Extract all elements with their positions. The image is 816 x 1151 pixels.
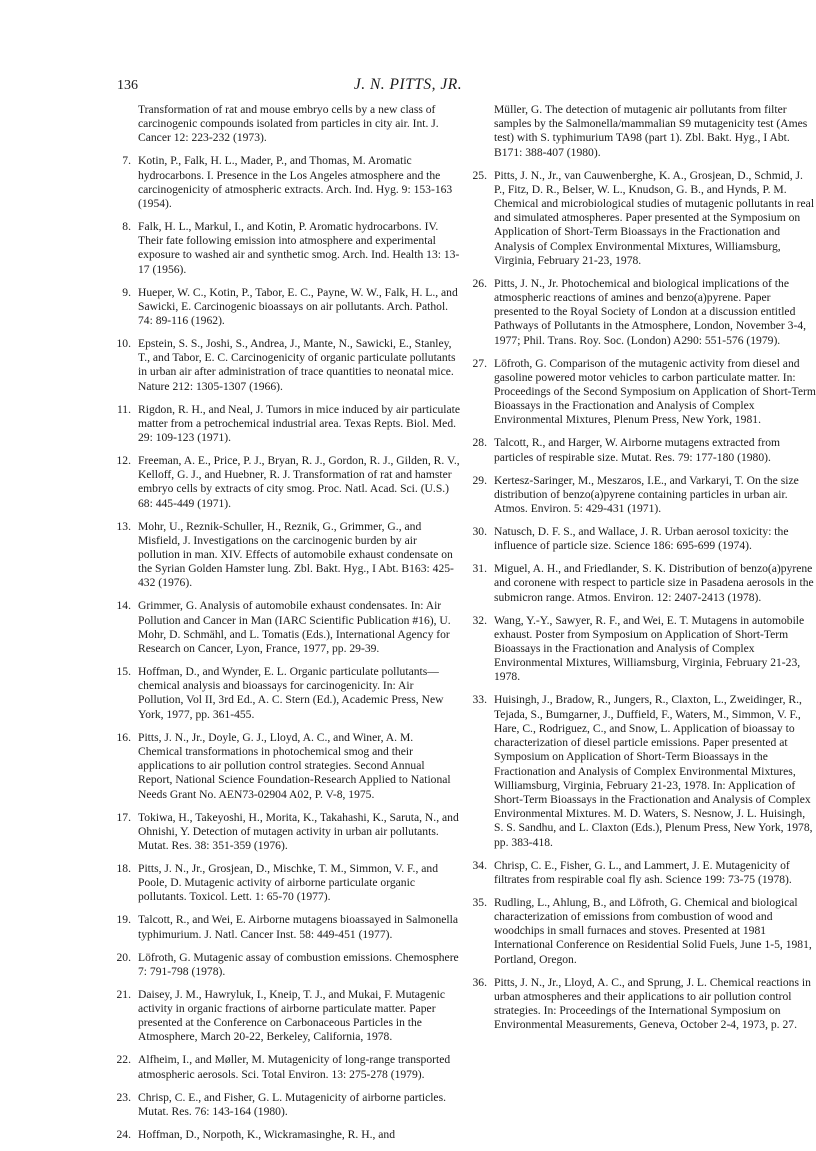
reference-text: Talcott, R., and Harger, W. Airborne mutagens extracted from particles of respirable size. Mutat. Res. 79: 177-180 (1980). <box>494 436 781 464</box>
reference-number: 31. <box>472 562 487 576</box>
reference-entry <box>471 896 816 967</box>
reference-entry <box>115 154 460 211</box>
page-number: 136 <box>117 78 138 93</box>
reference-text: Pitts, J. N., Jr., Doyle, G. J., Lloyd, A. C., and Winer, A. M. Chemical transformations in photochemical smog and their applications to air pollution control strategies. Second Annual Report, National Science Foundation-Research Applied to National Needs Grant No. AEN73-02904 A02, P. V-8, 1975. <box>138 730 451 801</box>
reference-number: 8. <box>122 220 131 234</box>
reference-text: Rudling, L., Ahlung, B., and Löfroth, G. Chemical and biological characterization of emissions from combustion of wood and woodchips in small furnaces and stoves. Presented at 1981 International Conference on Residential Solid Fuels, June 1-5, 1981, Portland, Oregon. <box>494 895 812 966</box>
reference-text: Pitts, J. N., Jr., Grosjean, D., Mischke, T. M., Simmon, V. F., and Poole, D. Mutagenic activity of airborne particulate organic pollutants. Toxicol. Lett. 1: 65-70 (1977). <box>138 861 438 904</box>
reference-text: Chrisp, C. E., and Fisher, G. L. Mutagenicity of airborne particles. Mutat. Res. 76: 143-164 (1980). <box>138 1090 446 1118</box>
reference-entry <box>115 454 460 511</box>
page-header <box>0 78 816 98</box>
reference-entry <box>471 103 816 160</box>
right-reference-column <box>471 103 816 1041</box>
reference-text: Kertesz-Saringer, M., Meszaros, I.E., and Varkaryi, T. On the size distribution of benzo(a)pyrene containing particles in urban air. Atmos. Environ. 5: 429-431 (1971). <box>494 473 799 516</box>
reference-number: 20. <box>116 950 131 964</box>
reference-text: Müller, G. The detection of mutagenic air pollutants from filter samples by the Salmonella/mammalian S9 mutagenicity test (Ames test) with S. typhimurium TA98 (part 1). Zbl. Bakt. Hyg., I Abt. B171: 388-407 (1980). <box>494 103 808 159</box>
reference-entry <box>115 913 460 941</box>
reference-entry <box>471 525 816 553</box>
reference-number: 23. <box>116 1090 131 1104</box>
reference-number: 10. <box>116 337 131 351</box>
reference-entry <box>115 1053 460 1081</box>
reference-entry <box>471 614 816 685</box>
running-head: J. N. PITTS, JR. <box>353 76 463 93</box>
reference-text: Falk, H. L., Markul, I., and Kotin, P. Aromatic hydrocarbons. IV. Their fate following emission into atmosphere and experimental exposure to washed air and synthetic smog. Arch. Ind. Health 13: 13-17 (1956). <box>138 220 460 276</box>
reference-text: Freeman, A. E., Price, P. J., Bryan, R. J., Gordon, R. J., Gilden, R. V., Kelloff, G. J., and Huebner, R. J. Transformation of rat and hamster embryo cells by extracts of city smog. Proc. Natl. Acad. Sci. (U.S.) 68: 445-449 (1971). <box>138 454 460 510</box>
reference-text: Pitts, J. N., Jr., Lloyd, A. C., and Sprung, J. L. Chemical reactions in urban atmospheres and their applications to air pollution control strategies. In: Proceedings of the International Symposium on Environmental Measurements, Geneva, October 2-4, 1973, p. 27. <box>494 975 811 1032</box>
reference-text: Hoffman, D., Norpoth, K., Wickramasinghe, R. H., and <box>138 1127 396 1141</box>
reference-number: 27. <box>472 356 487 370</box>
reference-text: Mohr, U., Reznik-Schuller, H., Reznik, G., Grimmer, G., and Misfield, J. Investigations on the carcinogenic burden by air pollution in man. XIV. Effects of automobile exhaust condensate on the Syrian Golden Hamster lung. Zbl. Bakt. Hyg., I Abt. B163: 425-432 (1976). <box>138 519 454 590</box>
reference-entry <box>115 811 460 854</box>
reference-number: 24. <box>116 1127 131 1141</box>
reference-text: Transformation of rat and mouse embryo cells by a new class of carcinogenic compounds isolated from particles in city air. Int. J. Cancer 12: 223-232 (1973). <box>138 103 439 145</box>
reference-number: 16. <box>116 730 131 744</box>
reference-entry <box>115 220 460 277</box>
reference-number: 30. <box>472 525 487 539</box>
reference-entry <box>115 665 460 722</box>
reference-entry <box>115 103 460 146</box>
reference-number: 13. <box>116 519 131 533</box>
reference-entry <box>471 859 816 887</box>
reference-number: 33. <box>472 693 487 707</box>
reference-text: Miguel, A. H., and Friedlander, S. K. Distribution of benzo(a)pyrene and coronene with respect to particle size in Pasadena aerosols in the submicron range. Atmos. Environ. 12: 2407-2413 (1978). <box>494 562 814 604</box>
reference-number: 18. <box>116 861 131 875</box>
reference-text: Huisingh, J., Bradow, R., Jungers, R., Claxton, L., Zweidinger, R., Tejada, S., Bumgarner, J., Duffield, F., Waters, M., Simmon, V. F., Hare, C., Rodriguez, C., and Snow, L. Application of bioassay to characterization of diesel particle emissions. Paper presented at Symposium on Application of Short-Term Bioassays in the Fractionation and Analysis of Complex Environmental Mixtures, Williamsburg, Virginia, February 21-23, 1978. In: Application of Short-Term Bioassays in the Fractionation and Analysis of Complex Environmental Mixtures. M. D. Waters, S. Nesnow, J. L. Huisingh, S. S. Sandhu, and L. Claxton (Eds.), Plenum Press, New York, 1978, pp. 383-418. <box>494 693 813 849</box>
reference-number: 35. <box>472 895 487 909</box>
reference-text: Pitts, J. N., Jr., van Cauwenberghe, K. A., Grosjean, D., Schmid, J. P., Fitz, D. R., Belser, W. L., Knudson, G. B., and Hynds, P. M. Chemical and microbiological studies of mutagenic pollutants in real and simulated atmospheres. Paper presented at the Symposium on Application of Short-Term Bioassays in the Fractionation and Analysis of Complex Environmental Mixtures, Williamsburg, Virginia, February 21-23, 1978. <box>494 168 815 267</box>
reference-number: 9. <box>122 285 131 299</box>
reference-entry <box>471 169 816 268</box>
reference-text: Epstein, S. S., Joshi, S., Andrea, J., Mante, N., Sawicki, E., Stanley, T., and Tabor, E. C. Carcinogenicity of organic particulate pollutants in urban air after administration of trace quantities to neonatal mice. Nature 212: 1305-1307 (1966). <box>138 337 456 393</box>
reference-entry <box>115 862 460 905</box>
reference-text: Chrisp, C. E., Fisher, G. L., and Lammert, J. E. Mutagenicity of filtrates from respirable coal fly ash. Science 199: 73-75 (1978). <box>494 858 792 886</box>
reference-number: 34. <box>472 858 487 872</box>
reference-entry <box>471 436 816 464</box>
reference-number: 21. <box>116 987 131 1001</box>
reference-entry <box>115 951 460 979</box>
reference-text: Tokiwa, H., Takeyoshi, H., Morita, K., Takahashi, K., Saruta, N., and Ohnishi, Y. Detection of mutagen activity in urban air pollutants. Mutat. Res. 38: 351-359 (1976). <box>138 810 459 852</box>
reference-number: 26. <box>472 276 487 290</box>
reference-entry <box>115 337 460 394</box>
reference-number: 12. <box>116 454 131 468</box>
left-reference-column <box>115 103 460 1151</box>
reference-entry <box>115 520 460 591</box>
reference-text: Hueper, W. C., Kotin, P., Tabor, E. C., Payne, W. W., Falk, H. L., and Sawicki, E. Carcinogenic bioassays on air pollutants. Arch. Pathol. 74: 89-116 (1962). <box>138 285 458 328</box>
reference-entry <box>115 403 460 446</box>
reference-number: 28. <box>472 436 487 450</box>
reference-entry <box>471 976 816 1033</box>
reference-number: 19. <box>116 913 131 927</box>
reference-number: 32. <box>472 613 487 627</box>
reference-number: 15. <box>116 665 131 679</box>
reference-text: Kotin, P., Falk, H. L., Mader, P., and Thomas, M. Aromatic hydrocarbons. I. Presence in the Los Angeles atmosphere and the carcinogenicity of atmospheric extracts. Arch. Ind. Hyg. 9: 153-163 (1954). <box>138 154 453 211</box>
reference-text: Pitts, J. N., Jr. Photochemical and biological implications of the atmospheric reactions of amines and benzo(a)pyrene. Paper presented to the Royal Society of London at a discussion entitled Pathways of Pollutants in the Atmosphere, London, November 3-4, 1977; Phil. Trans. Roy. Soc. (London) A290: 551-576 (1979). <box>494 276 807 347</box>
reference-text: Löfroth, G. Comparison of the mutagenic activity from diesel and gasoline powered motor vehicles to carbon particulate matter. In: Proceedings of the Second Symposium on Application of Short-Term Bioassays in the Fractionation and Analysis of Complex Environmental Mixtures, Plenum Press, New York, 1981. <box>494 356 816 427</box>
reference-number: 14. <box>116 599 131 613</box>
reference-entry <box>471 562 816 605</box>
reference-entry <box>471 474 816 517</box>
reference-number: 11. <box>116 402 131 416</box>
reference-number: 17. <box>116 810 131 824</box>
reference-entry <box>115 286 460 329</box>
reference-text: Rigdon, R. H., and Neal, J. Tumors in mice induced by air particulate matter from a petrochemical industrial area. Texas Repts. Biol. Med. 29: 109-123 (1971). <box>138 402 460 445</box>
reference-text: Daisey, J. M., Hawryluk, I., Kneip, T. J., and Mukai, F. Mutagenic activity in organic fractions of airborne particulate matter. Paper presented at the Conference on Carbonaceous Particles in the Atmosphere, March 20-22, Berkeley, California, 1978. <box>138 987 446 1044</box>
reference-text: Alfheim, I., and Møller, M. Mutagenicity of long-range transported atmospheric aerosols. Sci. Total Environ. 13: 275-278 (1979). <box>138 1053 451 1081</box>
reference-text: Wang, Y.-Y., Sawyer, R. F., and Wei, E. T. Mutagens in automobile exhaust. Poster from Symposium on Application of Short-Term Bioassays in the Fractionation and Analysis of Complex Environmental Mixtures, Williamsburg, Virginia, February 21-23, 1978. <box>494 613 805 684</box>
reference-entry <box>115 1128 460 1142</box>
reference-text: Natusch, D. F. S., and Wallace, J. R. Urban aerosol toxicity: the influence of particle size. Science 186: 695-699 (1974). <box>494 525 789 553</box>
reference-entry <box>471 693 816 849</box>
reference-entry <box>471 277 816 348</box>
reference-entry <box>471 357 816 428</box>
reference-entry <box>115 599 460 656</box>
reference-number: 25. <box>472 168 487 182</box>
reference-text: Grimmer, G. Analysis of automobile exhaust condensates. In: Air Pollution and Cancer in Man (IARC Scientific Publication #16), U. Mohr, D. Schmähl, and L. Tomatis (Eds.), International Agency for Research on Cancer, Lyon, France, 1977, pp. 29-39. <box>138 599 451 656</box>
reference-number: 36. <box>472 975 487 989</box>
reference-entry <box>115 988 460 1045</box>
reference-number: 29. <box>472 473 487 487</box>
reference-text: Löfroth, G. Mutagenic assay of combustion emissions. Chemosphere 7: 791-798 (1978). <box>138 950 459 978</box>
reference-text: Hoffman, D., and Wynder, E. L. Organic particulate pollutants—chemical analysis and bioassays for carcinogenicity. In: Air Pollution, Vol II, 3rd Ed., A. C. Stern (Ed.), Academic Press, New York, 1977, pp. 361-455. <box>138 665 444 721</box>
reference-entry <box>115 1091 460 1119</box>
reference-entry <box>115 731 460 802</box>
reference-number: 7. <box>122 154 131 168</box>
reference-text: Talcott, R., and Wei, E. Airborne mutagens bioassayed in Salmonella typhimurium. J. Natl. Cancer Inst. 58: 449-451 (1977). <box>138 913 459 941</box>
reference-number: 22. <box>116 1053 131 1067</box>
